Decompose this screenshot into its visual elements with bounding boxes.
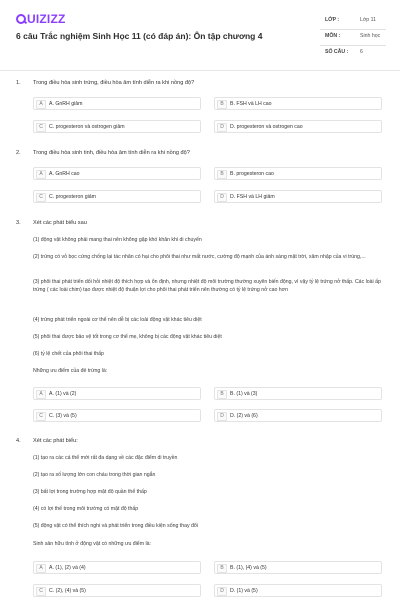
meta-value: Lớp 11	[360, 17, 376, 23]
option-letter: C	[36, 587, 46, 596]
option-text: C. (2), (4) và (5)	[49, 588, 86, 594]
option-letter: B	[217, 390, 227, 399]
option-text: B. (1) và (3)	[230, 391, 258, 397]
answer-option[interactable]	[33, 167, 201, 180]
option-text: A. (1), (2) và (4)	[49, 565, 86, 571]
question-text: Trong điều hòa sinh trứng, điều hòa âm tính diễn ra khi nồng độ?	[33, 80, 195, 86]
answer-option[interactable]	[214, 561, 382, 574]
answer-option[interactable]	[33, 190, 201, 203]
statement: (5) động vật có thể thích nghi và phát triển trong điều kiện sống thay đổi	[33, 523, 198, 529]
question-number: 3.	[16, 220, 21, 226]
meta-label: MÔN :	[325, 33, 341, 39]
statement: (4) có lợi thế trong môi trường có mật độ thấp	[33, 506, 139, 512]
option-letter: A	[36, 390, 46, 399]
option-text: D. FSH và LH giảm	[230, 194, 275, 200]
question-number: 1.	[16, 80, 21, 86]
option-text: D. (2) và (6)	[230, 413, 258, 419]
question-text: Trong điều hòa sinh tinh, điều hòa âm tính diễn ra khi nồng độ?	[33, 150, 190, 156]
question-text: Xét các phát biểu:	[33, 438, 78, 444]
meta-value: Sinh học	[360, 33, 381, 39]
logo-q-icon	[16, 14, 26, 24]
option-text: B. progesteron cao	[230, 171, 274, 177]
statement: (2) trứng có vỏ bọc cứng chống lại tác nhân có hại cho phôi thai như mất nước, cường độ mạnh của ánh sáng mặt trời, xâm nhập của vi trùng,...	[33, 254, 366, 260]
option-letter: D	[217, 193, 227, 202]
option-text: D. progesteron và ostrogen cao	[230, 124, 303, 130]
statement: (5) phôi thai được bảo vệ tốt trong cơ thể mẹ, không bị các động vật khác tiêu diệt	[33, 334, 222, 340]
meta-box	[320, 14, 386, 61]
question-text: Xét các phát biểu sau	[33, 220, 87, 226]
statement: (1) động vật không phải mang thai nên không gặp khó khăn khi di chuyển	[33, 237, 202, 243]
meta-row-class	[320, 14, 386, 30]
answer-option[interactable]	[33, 97, 201, 110]
option-letter: B	[217, 170, 227, 179]
answer-option[interactable]	[214, 97, 382, 110]
answer-option[interactable]	[214, 584, 382, 597]
statement: (3) phôi thai phát triển dối hỏi nhiệt độ thích hợp và ổn định, nhưng nhiệt độ môi trường thường xuyên biến động, vì vậy tỷ lệ trứng nở thấp. Các loài ấp trứng ( các loài chim) tạo được nhiệt độ thuận lợi cho phôi thai phát triển nên thường có tỷ lệ trứng nở cao hơn	[33, 279, 381, 293]
statement: (6) tỷ lệ chết của phôi thai thấp	[33, 351, 104, 357]
statement: (1) tạo ra các cá thể mới rất đa dạng về các đặc điểm di truyền	[33, 455, 178, 461]
meta-label: SỐ CÂU :	[325, 49, 349, 55]
answer-option[interactable]	[214, 190, 382, 203]
option-text: B. FSH và LH cao	[230, 101, 272, 107]
option-letter: D	[217, 123, 227, 132]
answer-option[interactable]	[33, 584, 201, 597]
answer-option[interactable]	[214, 409, 382, 422]
option-text: D. (1) và (5)	[230, 588, 258, 594]
worksheet-header	[0, 0, 400, 70]
option-letter: C	[36, 193, 46, 202]
option-text: C. progesteron giảm	[49, 194, 96, 200]
option-letter: A	[36, 564, 46, 573]
answer-option[interactable]	[214, 167, 382, 180]
meta-label: LỚP :	[325, 17, 340, 23]
answer-option[interactable]	[33, 409, 201, 422]
option-text: A. GnRH cao	[49, 171, 80, 177]
question-number: 2.	[16, 150, 21, 156]
option-text: A. GnRH giảm	[49, 101, 83, 107]
option-text: A. (1) và (2)	[49, 391, 77, 397]
meta-value: 6	[360, 49, 363, 55]
header-divider	[0, 70, 400, 71]
statement: (4) trứng phát triển ngoài cơ thể nên dễ bị các loài động vật khác tiêu diệt	[33, 317, 202, 323]
statement: (2) tạo ra số lượng lớn con cháu trong thời gian ngắn	[33, 472, 156, 478]
meta-row-count	[320, 46, 386, 61]
option-letter: C	[36, 123, 46, 132]
answer-option[interactable]	[33, 561, 201, 574]
logo-text: UIZIZZ	[27, 12, 66, 26]
option-text: C. (3) và (5)	[49, 413, 77, 419]
answer-option[interactable]	[214, 120, 382, 133]
question-prompt: Sinh sản hữu tính ở động vật có những ưu điểm là:	[33, 541, 151, 547]
answer-option[interactable]	[33, 387, 201, 400]
answer-option[interactable]	[33, 120, 201, 133]
option-letter: A	[36, 170, 46, 179]
answer-option[interactable]	[214, 387, 382, 400]
question-number: 4.	[16, 438, 21, 444]
option-letter: D	[217, 587, 227, 596]
option-letter: B	[217, 564, 227, 573]
quizizz-logo	[16, 12, 66, 26]
option-letter: D	[217, 412, 227, 421]
option-letter: C	[36, 412, 46, 421]
question-prompt: Những ưu điểm của đẻ trứng là:	[33, 368, 108, 374]
option-letter: A	[36, 100, 46, 109]
option-text: B. (1), (4) và (5)	[230, 565, 267, 571]
page-title: 6 câu Trắc nghiệm Sinh Học 11 (có đáp án): Ôn tập chương 4	[16, 31, 263, 41]
meta-row-subject	[320, 30, 386, 46]
option-letter: B	[217, 100, 227, 109]
statement: (3) bất lợi trong trường hợp mật độ quần thể thấp	[33, 489, 147, 495]
option-text: C. progesteron và ostrogen giảm	[49, 124, 125, 130]
